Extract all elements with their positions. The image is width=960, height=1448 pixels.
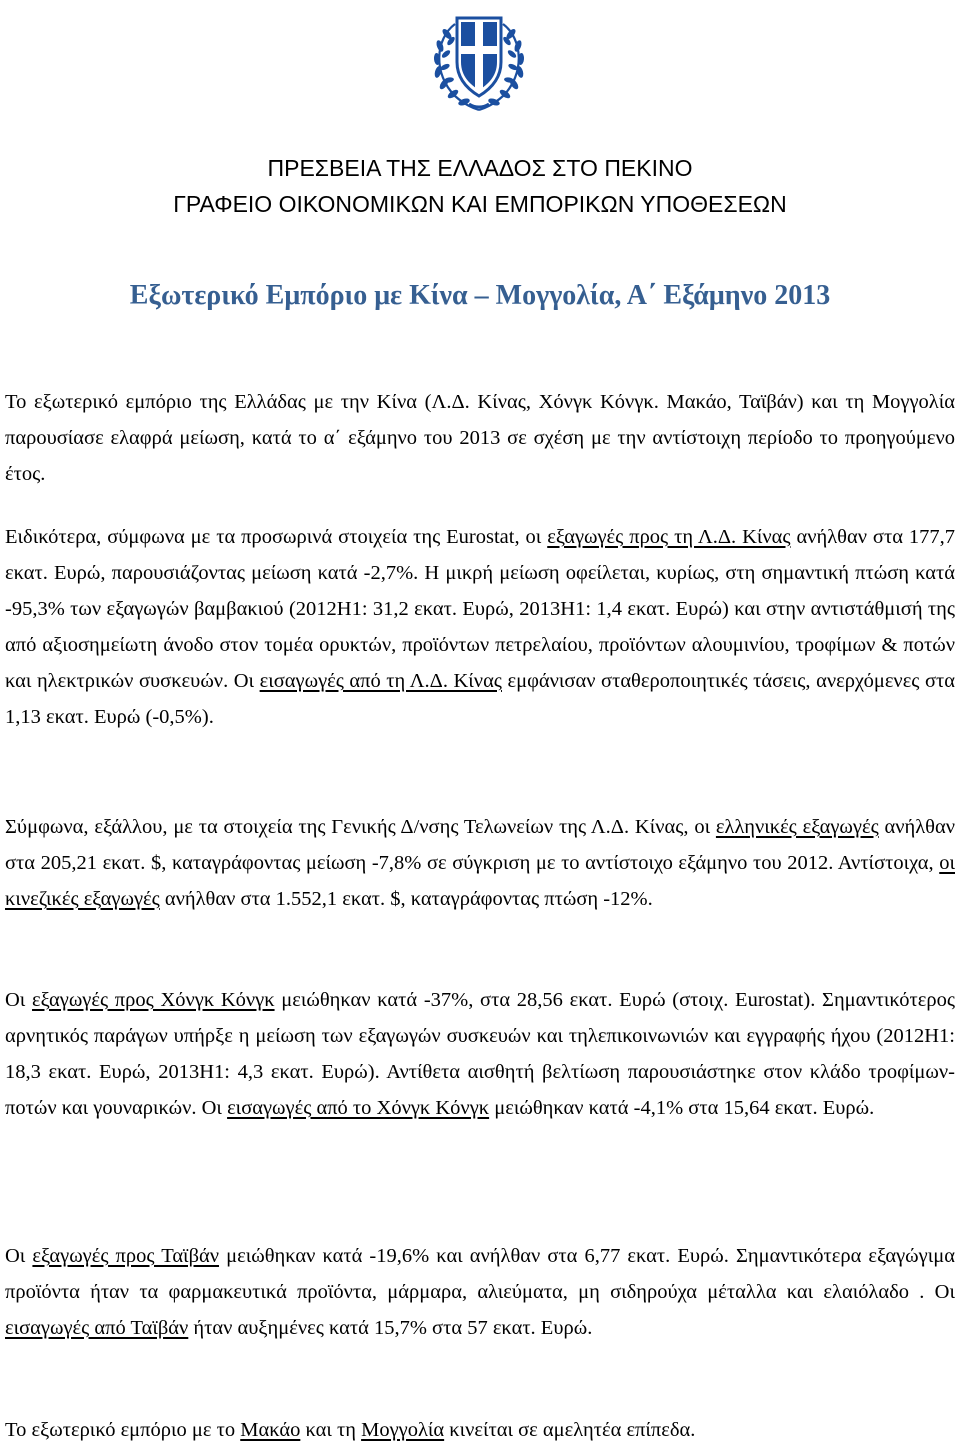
paragraph-text: ανήλθαν στα 205,21 εκατ. $, καταγράφοντας μείωση -7,8% σε σύγκριση με το αντίστοιχο εξάμηνο του 2012. Αντίστοιχα,: [5, 816, 956, 874]
paragraph-text: Οι: [5, 989, 33, 1011]
office-name: ΓΡΑΦΕΙΟ ΟΙΚΟΝΟΜΙΚΩΝ ΚΑΙ ΕΜΠΟΡΙΚΩΝ ΥΠΟΘΕΣΕΩΝ: [173, 191, 787, 217]
underlined-phrase: εισαγωγές από τη Λ.Δ. Κίνας: [259, 670, 502, 692]
underlined-phrase: Μογγολία: [361, 1419, 445, 1441]
paragraph-text: μειώθηκαν κατά -19,6% και ανήλθαν στα 6,77 εκατ. Ευρώ. Σημαντικότερα εξαγώγιμα προϊόντα ήταν τα φαρμακευτικά προϊόντα, μάρμαρα, αλιεύματα, μη σιδηρούχα μέταλλα και ελαιόλαδο . Οι: [5, 1245, 955, 1303]
paragraph-macao-mongolia: [5, 1412, 955, 1448]
underlined-phrase: οι κινεζικές εξαγωγές: [5, 852, 955, 910]
paragraph-text: Το εξωτερικό εμπόριο με το: [5, 1419, 241, 1441]
underlined-phrase: Μακάο: [240, 1419, 301, 1441]
greek-coat-of-arms-icon: [425, 4, 533, 116]
embassy-name: ΠΡΕΣΒΕΙΑ ΤΗΣ ΕΛΛΑΔΟΣ ΣΤΟ ΠΕΚΙΝΟ: [267, 155, 693, 181]
paragraph-text: ανήλθαν στα 1.552,1 εκατ. $, καταγράφοντας πτώση -12%.: [159, 888, 653, 910]
underlined-phrase: εξαγωγές προς Χόνγκ Κόνγκ: [32, 989, 275, 1011]
underlined-phrase: εξαγωγές προς τη Λ.Δ. Κίνας: [547, 526, 791, 548]
paragraph-prc-customs: [5, 809, 955, 917]
paragraph-prc-eurostat: [5, 519, 955, 735]
paragraph-text: και τη: [300, 1419, 362, 1441]
embassy-header: [0, 150, 960, 222]
paragraph-text: ήταν αυξημένες κατά 15,7% στα 57 εκατ. Ευρώ.: [188, 1317, 593, 1339]
document-title: Εξωτερικό Εμπόριο με Κίνα – Μογγολία, Α΄ Εξάμηνο 2013: [129, 280, 831, 311]
paragraph-text: εμφάνισαν σταθεροποιητικές τάσεις, ανερχόμενες στα 1,13 εκατ. Ευρώ (-0,5%).: [5, 670, 955, 728]
paragraph-text: Ειδικότερα, σύμφωνα με τα προσωρινά στοιχεία της Eurostat, οι: [5, 526, 548, 548]
underlined-phrase: εισαγωγές από το Χόνγκ Κόνγκ: [227, 1097, 490, 1119]
paragraph-intro: [5, 384, 955, 492]
paragraph-text: μειώθηκαν κατά -4,1% στα 15,64 εκατ. Ευρώ.: [489, 1097, 875, 1119]
paragraph-text: Οι: [5, 1245, 33, 1267]
underlined-phrase: εισαγωγές από Ταϊβάν: [5, 1317, 189, 1339]
paragraph-text: Σύμφωνα, εξάλλου, με τα στοιχεία της Γενικής Δ/νσης Τελωνείων της Λ.Δ. Κίνας, οι: [5, 816, 716, 838]
underlined-phrase: εξαγωγές προς Ταϊβάν: [32, 1245, 220, 1267]
paragraph-text: κινείται σε αμελητέα επίπεδα.: [444, 1419, 696, 1441]
paragraph-text: Το εξωτερικό εμπόριο της Ελλάδας με την Κίνα (Λ.Δ. Κίνας, Χόνγκ Κόνγκ. Μακάο, Ταϊβάν) και τη Μογγολία παρουσίασε ελαφρά μείωση, κατά το α΄ εξάμηνο του 2013 σε σχέση με την αντίστοιχη περίοδο το προηγούμενο έτος.: [5, 391, 955, 485]
underlined-phrase: ελληνικές εξαγωγές: [715, 816, 879, 838]
paragraph-text: ανήλθαν στα 177,7 εκατ. Ευρώ, παρουσιάζοντας μείωση κατά -2,7%. Η μικρή μείωση οφείλεται, κυρίως, στη σημαντική πτώση κατά -95,3% των εξαγωγών βαμβακιού (2012H1: 31,2 εκατ. Ευρώ, 2013H1: 1,4 εκατ. Ευρώ) και στην αντιστάθμισή της από αξιοσημείωτη άνοδο στον τομέα ορυκτών, προϊόντων πετρελαίου, προϊόντων αλουμινίου, τροφίμων & ποτών και ηλεκτρικών συσκευών. Οι: [5, 526, 955, 692]
paragraph-taiwan: [5, 1238, 955, 1346]
paragraph-text: μειώθηκαν κατά -37%, στα 28,56 εκατ. Ευρώ (στοιχ. Eurostat). Σημαντικότερος αρνητικός παράγων υπήρξε η μείωση των εξαγωγών συσκευών και τηλεπικοινωνιών και εγγραφής ήχου (2012Η1: 18,3 εκατ. Ευρώ, 2013Η1: 4,3 εκατ. Ευρώ). Αντίθετα αισθητή βελτίωση παρουσιάστηκε στον κλάδο τροφίμων-ποτών και γουναρικών. Οι: [5, 989, 956, 1119]
paragraph-hong-kong: [5, 982, 955, 1126]
